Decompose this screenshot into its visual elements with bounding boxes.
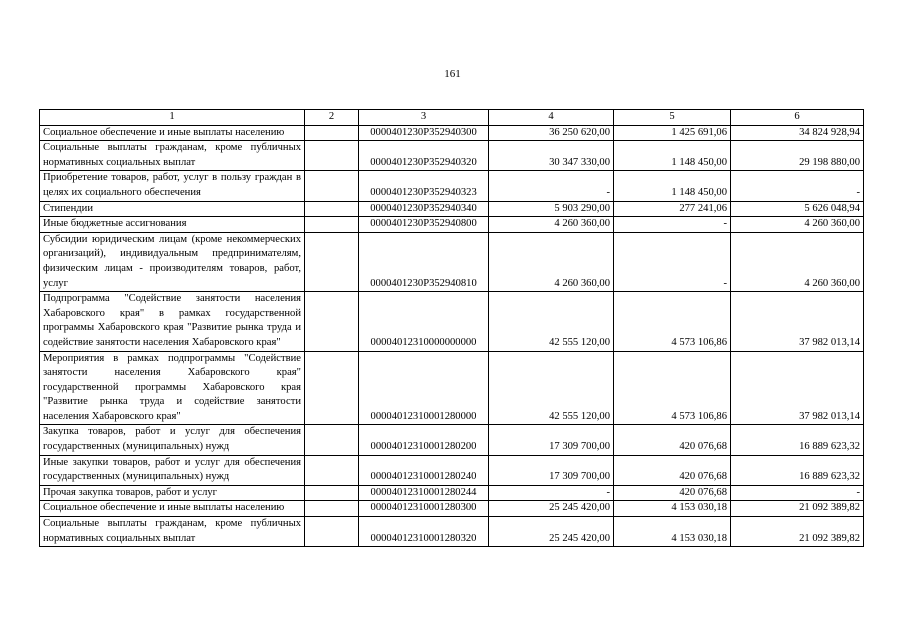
row-value-4: 17 309 700,00 — [489, 425, 614, 455]
row-value-4: 30 347 330,00 — [489, 141, 614, 171]
row-col2 — [305, 455, 359, 485]
column-header: 6 — [731, 110, 864, 126]
page-number: 161 — [444, 68, 461, 80]
row-value-5: 4 573 106,86 — [614, 351, 731, 425]
row-name: Социальное обеспечение и иные выплаты населению — [40, 501, 305, 517]
row-value-6: 5 626 048,94 — [731, 201, 864, 217]
row-value-5: 4 153 030,18 — [614, 501, 731, 517]
row-value-5: 420 076,68 — [614, 455, 731, 485]
table-row — [40, 425, 864, 455]
row-value-5: 420 076,68 — [614, 425, 731, 455]
table-header-row — [40, 110, 864, 126]
row-col2 — [305, 201, 359, 217]
row-value-4: 36 250 620,00 — [489, 125, 614, 141]
budget-table — [39, 109, 864, 547]
row-value-4: 42 555 120,00 — [489, 351, 614, 425]
row-value-5: 1 148 450,00 — [614, 171, 731, 201]
row-code: 00004012310000000000 — [359, 292, 489, 351]
row-value-6: 4 260 360,00 — [731, 232, 864, 291]
row-col2 — [305, 171, 359, 201]
row-name: Мероприятия в рамках подпрограммы "Содействие занятости населения Хабаровского края" государственной программы Хабаровского края "Развитие рынка труда и содействие занятости населения Хабаровского края" — [40, 351, 305, 425]
row-col2 — [305, 292, 359, 351]
row-col2 — [305, 425, 359, 455]
row-name: Иные закупки товаров, работ и услуг для обеспечения государственных (муниципальных) нужд — [40, 455, 305, 485]
row-name: Социальные выплаты гражданам, кроме публичных нормативных социальных выплат — [40, 517, 305, 547]
row-col2 — [305, 217, 359, 233]
table-row — [40, 501, 864, 517]
table-row — [40, 125, 864, 141]
row-value-6: 21 092 389,82 — [731, 501, 864, 517]
row-code: 00004012310001280000 — [359, 351, 489, 425]
column-header: 3 — [359, 110, 489, 126]
row-col2 — [305, 125, 359, 141]
column-header: 5 — [614, 110, 731, 126]
row-value-4: 4 260 360,00 — [489, 217, 614, 233]
row-code: 0000401230P352940320 — [359, 141, 489, 171]
row-value-5: 277 241,06 — [614, 201, 731, 217]
row-name: Закупка товаров, работ и услуг для обеспечения государственных (муниципальных) нужд — [40, 425, 305, 455]
row-value-5: 420 076,68 — [614, 485, 731, 501]
table-row — [40, 455, 864, 485]
row-value-4: - — [489, 485, 614, 501]
table-row — [40, 292, 864, 351]
row-name: Прочая закупка товаров, работ и услуг — [40, 485, 305, 501]
row-col2 — [305, 232, 359, 291]
row-value-6: - — [731, 485, 864, 501]
table-row — [40, 232, 864, 291]
row-code: 00004012310001280320 — [359, 517, 489, 547]
row-value-6: 37 982 013,14 — [731, 351, 864, 425]
table-row — [40, 351, 864, 425]
column-header: 2 — [305, 110, 359, 126]
row-name: Стипендии — [40, 201, 305, 217]
row-code: 00004012310001280200 — [359, 425, 489, 455]
row-name: Подпрограмма "Содействие занятости населения Хабаровского края" в рамках государственной программы Хабаровского края "Развитие рынка труда и содействие занятости населения Хабаровского края" — [40, 292, 305, 351]
row-code: 0000401230P352940323 — [359, 171, 489, 201]
row-value-6: 16 889 623,32 — [731, 455, 864, 485]
row-value-5: 1 425 691,06 — [614, 125, 731, 141]
row-value-4: 17 309 700,00 — [489, 455, 614, 485]
row-value-6: 16 889 623,32 — [731, 425, 864, 455]
row-value-4: 25 245 420,00 — [489, 501, 614, 517]
row-value-6: 21 092 389,82 — [731, 517, 864, 547]
table-row — [40, 141, 864, 171]
row-name: Социальные выплаты гражданам, кроме публичных нормативных социальных выплат — [40, 141, 305, 171]
row-name: Социальное обеспечение и иные выплаты населению — [40, 125, 305, 141]
row-code: 00004012310001280240 — [359, 455, 489, 485]
row-value-5: - — [614, 232, 731, 291]
row-value-4: 5 903 290,00 — [489, 201, 614, 217]
row-code: 0000401230P352940800 — [359, 217, 489, 233]
column-header: 4 — [489, 110, 614, 126]
row-value-5: 4 153 030,18 — [614, 517, 731, 547]
row-value-4: 4 260 360,00 — [489, 232, 614, 291]
row-value-6: 37 982 013,14 — [731, 292, 864, 351]
row-col2 — [305, 141, 359, 171]
row-value-4: 42 555 120,00 — [489, 292, 614, 351]
row-code: 0000401230P352940300 — [359, 125, 489, 141]
row-value-5: 4 573 106,86 — [614, 292, 731, 351]
row-name: Иные бюджетные ассигнования — [40, 217, 305, 233]
table-row — [40, 171, 864, 201]
row-value-5: 1 148 450,00 — [614, 141, 731, 171]
row-col2 — [305, 517, 359, 547]
table-row — [40, 201, 864, 217]
row-col2 — [305, 351, 359, 425]
row-value-5: - — [614, 217, 731, 233]
row-value-6: 29 198 880,00 — [731, 141, 864, 171]
row-value-4: 25 245 420,00 — [489, 517, 614, 547]
table-row — [40, 217, 864, 233]
row-col2 — [305, 485, 359, 501]
row-name: Субсидии юридическим лицам (кроме некоммерческих организаций), индивидуальным предпринимателям, физическим лицам - производителям товаров, работ, услуг — [40, 232, 305, 291]
row-col2 — [305, 501, 359, 517]
row-code: 00004012310001280244 — [359, 485, 489, 501]
column-header: 1 — [40, 110, 305, 126]
table-row — [40, 517, 864, 547]
row-value-6: - — [731, 171, 864, 201]
row-code: 00004012310001280300 — [359, 501, 489, 517]
row-code: 0000401230P352940810 — [359, 232, 489, 291]
table-row — [40, 485, 864, 501]
row-value-6: 34 824 928,94 — [731, 125, 864, 141]
row-name: Приобретение товаров, работ, услуг в пользу граждан в целях их социального обеспечения — [40, 171, 305, 201]
row-code: 0000401230P352940340 — [359, 201, 489, 217]
row-value-4: - — [489, 171, 614, 201]
row-value-6: 4 260 360,00 — [731, 217, 864, 233]
